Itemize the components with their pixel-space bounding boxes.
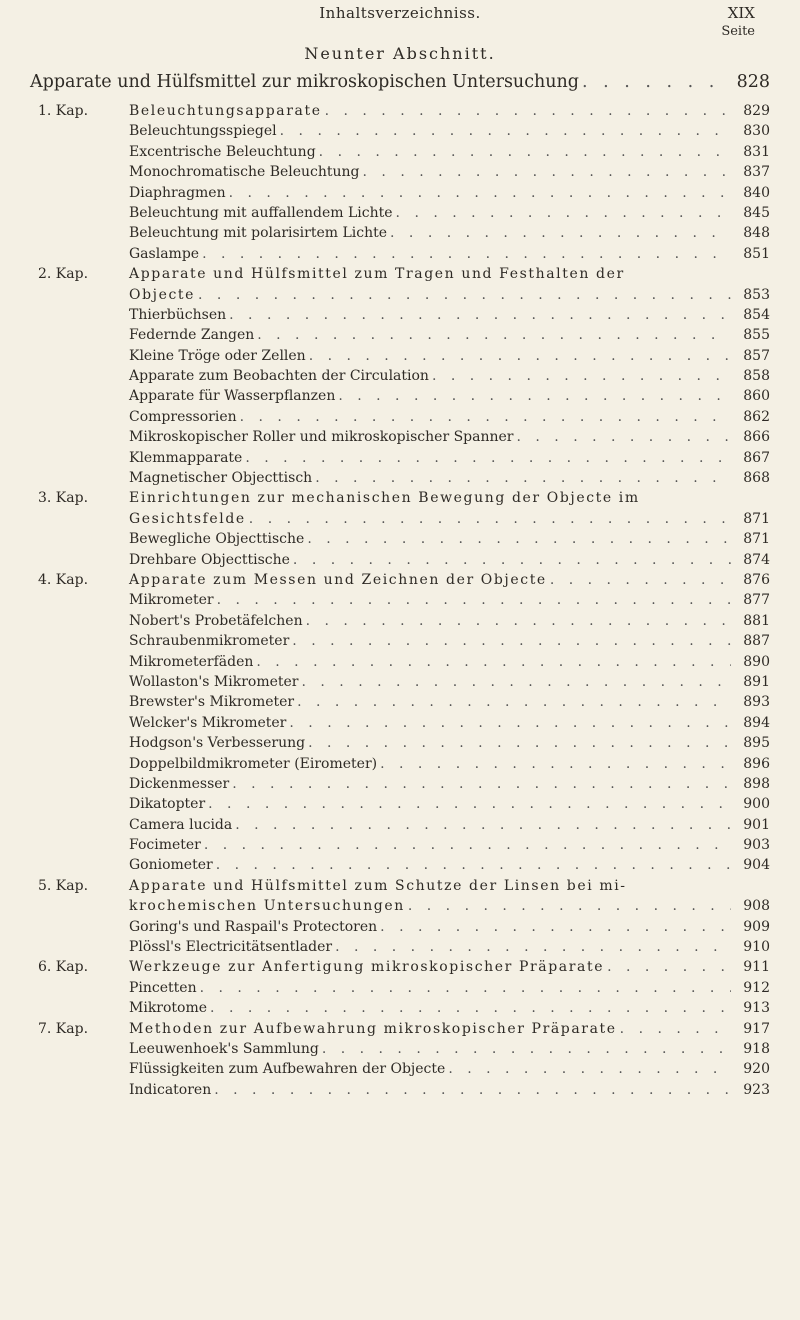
entry-title: Wollaston's Mikrometer [129,673,299,690]
leader-dots [363,164,731,180]
entry-title: Einrichtungen zur mechanischen Bewegung der Objecte im [129,490,640,507]
chapter-entry [38,1021,770,1041]
entry-page-number: 893 [743,694,770,711]
leader-dots [204,837,731,853]
toc-entry [38,694,770,714]
leader-dots [517,429,732,445]
entry-title: Welcker's Mikrometer [129,714,287,731]
chapter-number: 6. Kap. [38,959,89,976]
entry-page-number: 881 [743,612,770,629]
leader-dots [338,388,731,404]
entry-title: Apparate zum Beobachten der Circulation [129,368,429,385]
leader-dots [257,327,731,343]
toc-entry [38,164,770,184]
entry-page-number: 874 [743,551,770,568]
entry-title: Magnetischer Objecttisch [129,470,313,487]
leader-dots [214,1082,731,1098]
leader-dots [235,817,731,833]
entry-page-number: 923 [743,1081,770,1098]
entry-page-number: 891 [743,673,770,690]
entry-title: Klemmapparate [129,449,243,466]
entry-page-number: 853 [743,286,770,303]
entry-title: Mikroskopischer Roller und mikroskopischer Spanner [129,429,514,446]
leader-dots [319,144,731,160]
leader-dots [620,1021,731,1037]
leader-dots [229,307,731,323]
main-title-page: 828 [736,72,770,92]
entry-page-number: 911 [743,959,770,976]
entry-page-number: 866 [743,429,770,446]
entry-page-number: 904 [743,857,770,874]
toc-entry [38,796,770,816]
entry-title: Brewster's Mikrometer [129,694,295,711]
entry-title: Mikrometer [129,592,214,609]
chapter-number: 5. Kap. [38,877,89,894]
leader-dots [325,103,731,119]
chapter-entry [38,878,770,898]
entry-page-number: 855 [743,327,770,344]
leader-dots [210,1000,731,1016]
toc-entry [38,470,770,490]
leader-dots [448,1061,731,1077]
entry-title: Nobert's Probetäfelchen [129,612,303,629]
entry-title: Beleuchtungsapparate [129,103,322,119]
leader-dots [607,959,731,975]
entry-page-number: 903 [743,837,770,854]
leader-dots [229,185,731,201]
entry-page-number: 860 [743,388,770,405]
toc-entry [38,552,770,572]
entry-page-number: 862 [743,408,770,425]
leader-dots [245,450,731,466]
entry-title: Dikatopter [129,796,206,813]
leader-dots [335,939,731,955]
entry-title: Werkzeuge zur Anfertigung mikroskopischer Präparate [129,959,605,976]
section-heading: Neunter Abschnitt. [304,44,496,63]
entry-title: Apparate zum Messen und Zeichnen der Objecte [129,571,547,588]
entry-title: Compressorien [129,408,237,425]
entry-title: Focimeter [129,837,201,854]
chapter-number: 7. Kap. [38,1020,89,1037]
toc-entry [38,776,770,796]
toc-entry [38,450,770,470]
leader-dots [249,511,731,527]
leader-dots [297,694,731,710]
leader-dots [308,735,731,751]
entry-title: Bewegliche Objecttische [129,531,305,548]
entry-page-number: 895 [743,735,770,752]
seite-label: Seite [721,24,755,39]
leader-dots [232,776,731,792]
entry-page-number: 918 [743,1040,770,1057]
chapter-entry [38,490,770,510]
entry-page-number: 840 [743,184,770,201]
entry-title: Camera lucida [129,816,233,833]
chapter-entry-continuation [38,898,770,918]
toc-entry [38,857,770,877]
leader-dots [200,980,731,996]
entry-page-number: 898 [743,775,770,792]
entry-title: Monochromatische Beleuchtung [129,164,360,181]
chapter-number: 1. Kap. [38,103,89,119]
entry-page-number: 917 [743,1020,770,1037]
entry-title: Mikrotome [129,1000,208,1017]
entry-page-number: 901 [743,816,770,833]
entry-page-number: 887 [743,633,770,650]
toc-entry [38,654,770,674]
entry-title: Apparate für Wasserpflanzen [129,388,336,405]
toc-entry [38,715,770,735]
entry-page-number: 868 [743,470,770,487]
leader-dots [256,654,731,670]
chapter-entry [38,959,770,979]
toc-entry [38,735,770,755]
leader-dots [280,123,731,139]
entry-page-number: 830 [743,123,770,140]
entry-page-number: 909 [743,918,770,935]
toc-entry [38,674,770,694]
toc-entry [38,225,770,245]
toc-entry [38,123,770,143]
entry-page-number: 920 [743,1061,770,1078]
entry-title: Leeuwenhoek's Sammlung [129,1040,319,1057]
entry-title: Flüssigkeiten zum Aufbewahren der Objecte [129,1061,446,1078]
entry-title: Pincetten [129,979,197,996]
entry-page-number: 871 [743,510,770,527]
entry-title: Federnde Zangen [129,327,255,344]
entry-page-number: 913 [743,1000,770,1017]
entry-title: Excentrische Beleuchtung [129,143,316,160]
leader-dots [408,898,731,914]
leader-dots [380,919,731,935]
leader-dots [432,368,731,384]
entry-page-number: 851 [743,245,770,262]
entry-page-number: 831 [743,143,770,160]
toc-entry [38,409,770,429]
leader-dots [289,715,731,731]
leader-dots [550,572,731,588]
entry-title: Beleuchtungsspiegel [129,123,277,140]
toc-entry [38,185,770,205]
leader-dots [217,592,731,608]
leader-dots [240,409,731,425]
entry-page-number: 867 [743,449,770,466]
entry-title: Mikrometerfäden [129,653,254,670]
entry-page-number: 894 [743,714,770,731]
main-title: Apparate und Hülfsmittel zur mikroskopischen Untersuchung [30,72,580,92]
toc-entry [38,939,770,959]
entry-title: Thierbüchsen [129,306,227,323]
toc-entry [38,756,770,776]
toc-entry [38,429,770,449]
leader-dots [380,756,731,772]
leader-dots [216,857,731,873]
entry-page-number: 912 [743,979,770,996]
toc-entry [38,1041,770,1061]
toc-entry [38,980,770,1000]
entry-page-number: 877 [743,592,770,609]
entry-page-number: 908 [743,898,770,915]
toc-entry [38,1000,770,1020]
chapter-entry [38,572,770,592]
leader-dots [306,613,731,629]
toc-entry [38,327,770,347]
entry-page-number: 896 [743,755,770,772]
entry-title: Doppelbildmikrometer (Eirometer) [129,755,378,772]
entry-title: Methoden zur Aufbewahrung mikroskopischer Präparate [129,1020,617,1037]
entry-title: Beleuchtung mit auffallendem Lichte [129,204,393,221]
entry-page-number: 871 [743,531,770,548]
entry-title: Gaslampe [129,245,200,262]
entry-page-number: 910 [743,939,770,956]
leader-dots [198,287,731,303]
entry-title: Beleuchtung mit polarisirtem Lichte [129,225,388,242]
toc-entry [38,205,770,225]
entry-title: Apparate und Hülfsmittel zum Schutze der Linsen bei mi- [129,877,627,894]
leader-dots [307,531,731,547]
entry-title: Indicatoren [129,1081,212,1098]
entry-page-number: 890 [743,653,770,670]
entry-title: Apparate und Hülfsmittel zum Tragen und Festhalten der [129,266,625,283]
leader-dots [293,552,731,568]
entry-page-number: 857 [743,347,770,364]
leader-dots [390,225,731,241]
toc-entry [38,613,770,633]
toc-entry [38,307,770,327]
entry-title: Dickenmesser [129,775,230,792]
entry-title: Objecte [129,286,196,303]
leader-dots [202,246,731,262]
entry-title: Diaphragmen [129,184,226,201]
toc-entry [38,531,770,551]
entry-page-number: 829 [743,103,770,119]
entry-title: krochemischen Untersuchungen [129,898,405,915]
toc-entry [38,919,770,939]
leader-dots [309,348,731,364]
entry-page-number: 854 [743,306,770,323]
chapter-entry-continuation [38,511,770,531]
toc-entry [38,592,770,612]
entry-title: Drehbare Objecttische [129,551,290,568]
entry-title: Goniometer [129,857,213,874]
entry-title: Kleine Tröge oder Zellen [129,347,306,364]
toc-entry [38,817,770,837]
entry-page-number: 876 [743,571,770,588]
chapter-entry [38,103,770,123]
toc-entry [38,1061,770,1081]
toc-entry [38,348,770,368]
entry-title: Gesichtsfelde [129,510,246,527]
toc-entry [38,1082,770,1102]
toc-entry [38,388,770,408]
leader-dots [208,796,731,812]
entry-page-number: 900 [743,796,770,813]
entry-page-number: 845 [743,204,770,221]
page-number-roman: XIX [727,4,755,22]
entry-title: Schraubenmikrometer [129,633,290,650]
toc-entry [38,368,770,388]
entry-title: Plössl's Electricitätsentlader [129,939,333,956]
leader-dots [322,1041,731,1057]
entry-page-number: 837 [743,164,770,181]
main-title-row [30,72,770,92]
leader-dots [315,470,731,486]
running-header: Inhaltsverzeichniss. [319,4,481,22]
toc-entry [38,246,770,266]
entry-page-number: 848 [743,225,770,242]
chapter-entry-continuation [38,287,770,307]
entry-title: Hodgson's Verbesserung [129,735,306,752]
chapter-number: 3. Kap. [38,490,89,507]
entry-title: Goring's und Raspail's Protectoren [129,918,378,935]
toc-entry [38,144,770,164]
leader-dots [292,633,731,649]
leader-dots [302,674,732,690]
leader-dots [582,72,731,92]
chapter-number: 4. Kap. [38,571,89,588]
entry-page-number: 858 [743,368,770,385]
leader-dots [396,205,731,221]
toc-entries [38,103,770,1102]
chapter-number: 2. Kap. [38,266,89,283]
chapter-entry [38,266,770,286]
toc-entry [38,837,770,857]
toc-entry [38,633,770,653]
